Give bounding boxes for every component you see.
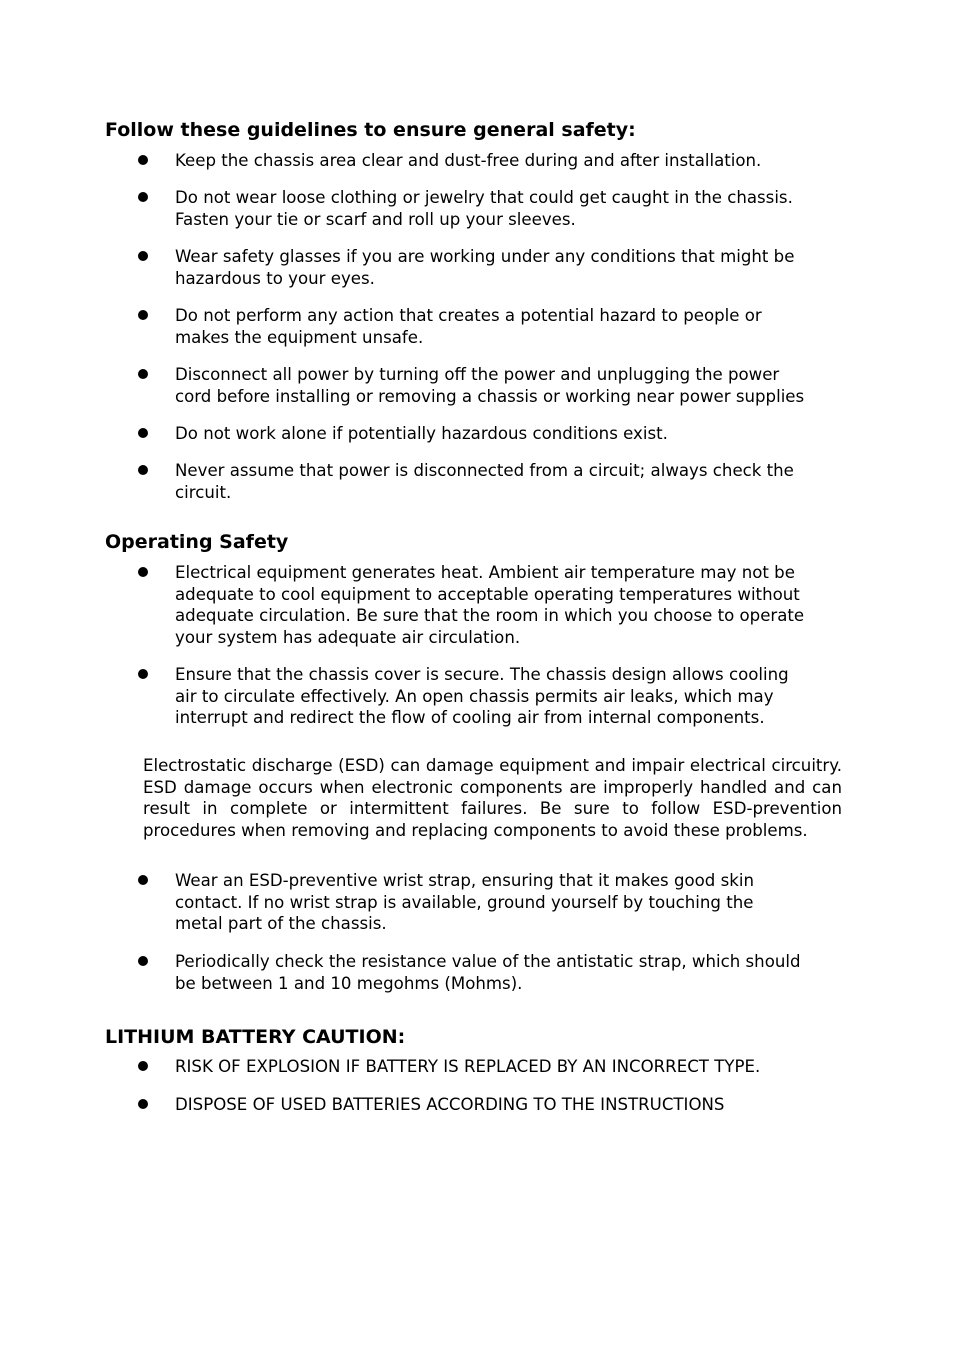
bullet-icon (138, 192, 148, 202)
list-item-text: Do not wear loose clothing or jewelry that could get caught in the chassis. Fasten your tie or scarf and roll up your sleeves. (175, 188, 793, 229)
lithium-battery-heading: LITHIUM BATTERY CAUTION: (105, 1026, 406, 1048)
bullet-icon (138, 669, 148, 679)
list-item-text: Ensure that the chassis cover is secure. The chassis design allows cooling air to circulate effectively. An open chassis permits air leaks, which may interrupt and redirect the flow of cooling air from internal components. (175, 665, 789, 727)
bullet-icon (138, 875, 148, 885)
list-item-text: Do not perform any action that creates a potential hazard to people or makes the equipment unsafe. (175, 306, 762, 347)
esd-paragraph: Electrostatic discharge (ESD) can damage equipment and impair electrical circuitry. ESD damage occurs when electronic components are improperly handled and can result in complete or intermittent failures. Be sure to follow ESD-prevention procedures when removing and replacing components to avoid these problems. (143, 756, 842, 840)
list-item-text: Never assume that power is disconnected from a circuit; always check the circuit. (175, 461, 794, 502)
bullet-icon (138, 956, 148, 966)
bullet-icon (138, 251, 148, 261)
list-item-text: Keep the chassis area clear and dust-free during and after installation. (175, 151, 762, 170)
list-item-text: Periodically check the resistance value of the antistatic strap, which should be between 1 and 10 megohms (Mohms). (175, 952, 801, 993)
list-item-text: Wear safety glasses if you are working under any conditions that might be hazardous to your eyes. (175, 247, 795, 288)
bullet-icon (138, 465, 148, 475)
bullet-icon (138, 1099, 148, 1109)
list-item-text: Disconnect all power by turning off the power and unplugging the power cord before installing or removing a chassis or working near power supplies (175, 365, 805, 406)
list-item-text: Electrical equipment generates heat. Ambient air temperature may not be adequate to cool equipment to acceptable operating temperatures without adequate circulation. Be sure that the room in which you choose to operate your system has adequate air circulation. (175, 563, 805, 647)
bullet-icon (138, 428, 148, 438)
list-item-text: RISK OF EXPLOSION IF BATTERY IS REPLACED BY AN INCORRECT TYPE. (175, 1057, 761, 1076)
list-item-text: Do not work alone if potentially hazardous conditions exist. (175, 424, 668, 443)
list-item-text: DISPOSE OF USED BATTERIES ACCORDING TO THE INSTRUCTIONS (175, 1095, 725, 1114)
bullet-icon (138, 369, 148, 379)
bullet-icon (138, 1061, 148, 1071)
operating-safety-heading: Operating Safety (105, 531, 289, 553)
bullet-icon (138, 310, 148, 320)
bullet-icon (138, 567, 148, 577)
bullet-icon (138, 155, 148, 165)
general-safety-heading: Follow these guidelines to ensure general safety: (105, 119, 636, 141)
list-item-text: Wear an ESD-preventive wrist strap, ensuring that it makes good skin contact. If no wrist strap is available, ground yourself by touching the metal part of the chassis. (175, 871, 754, 933)
